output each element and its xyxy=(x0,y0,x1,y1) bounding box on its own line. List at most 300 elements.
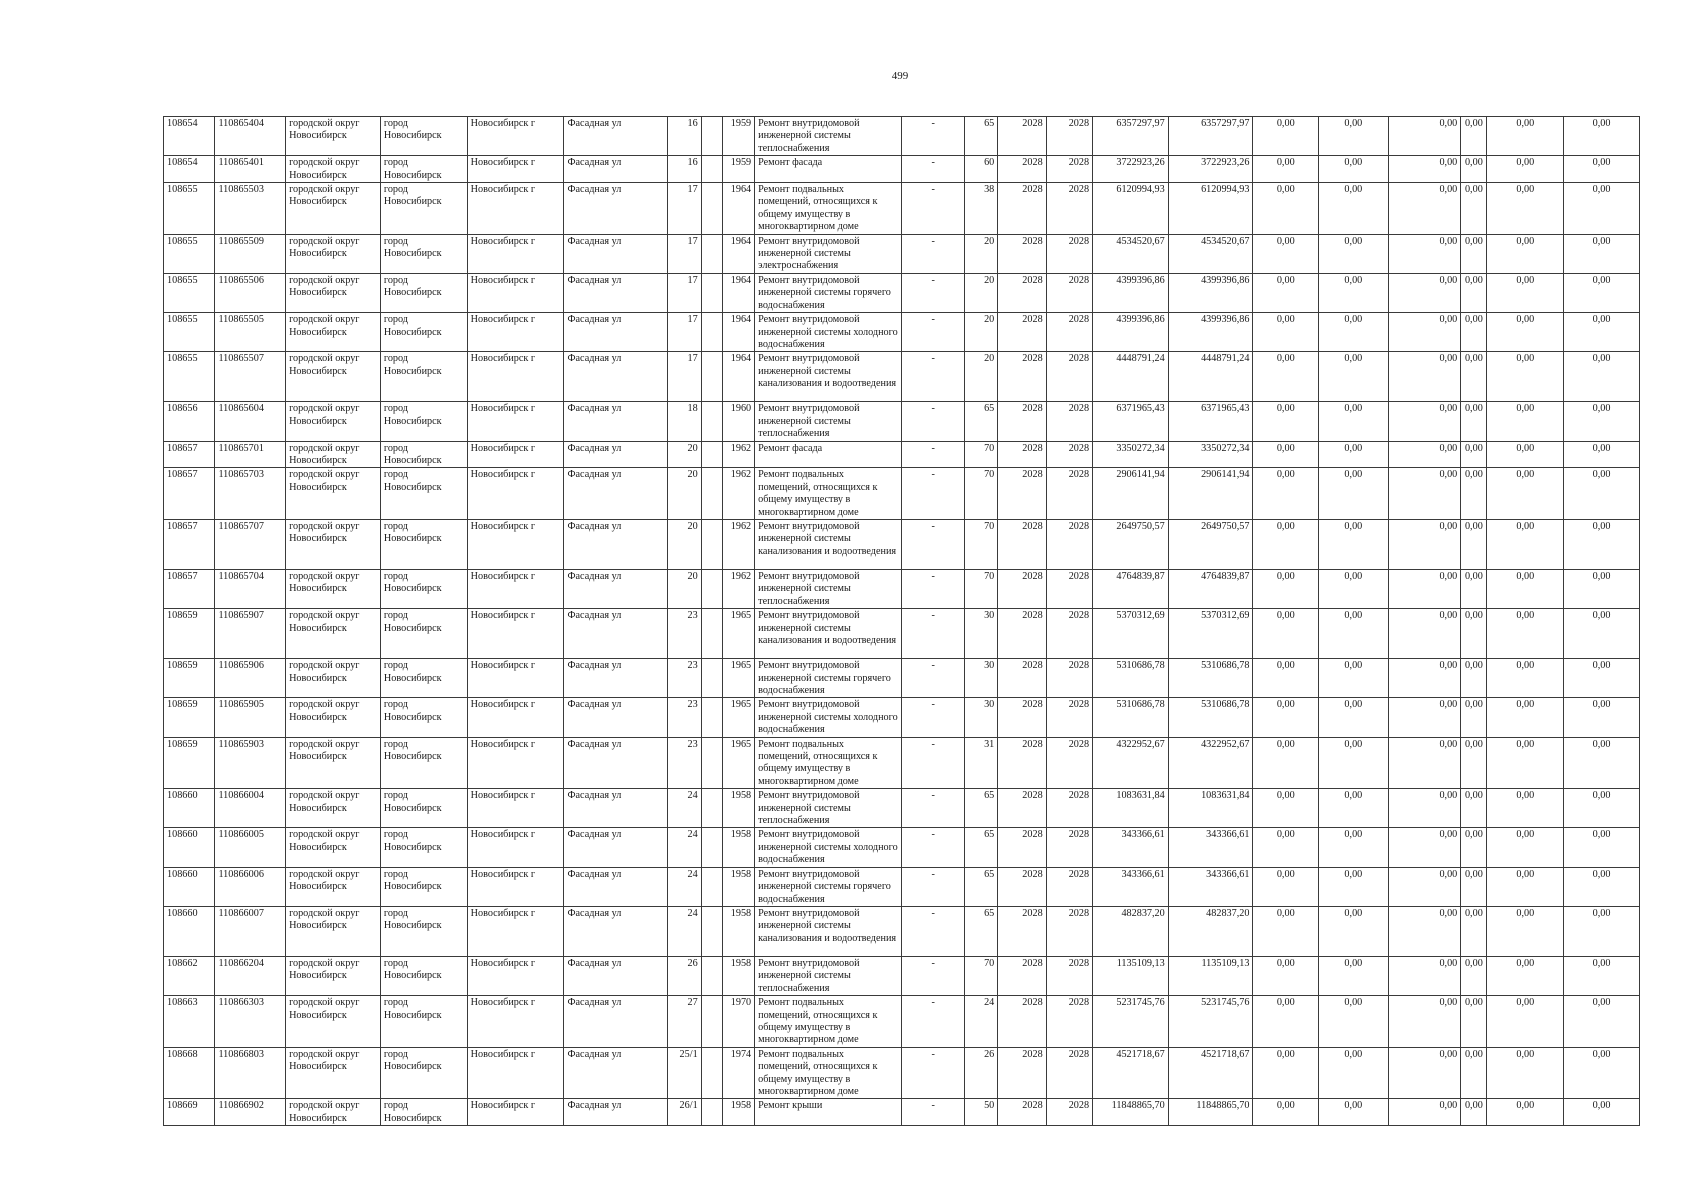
cell-municipality: городской округ Новосибирск xyxy=(286,956,381,995)
cell-v1: 0,00 xyxy=(1253,1099,1319,1126)
cell-v3: 0,00 xyxy=(1388,698,1461,737)
cell-id: 108660 xyxy=(164,789,215,828)
cell-municipality: городской округ Новосибирск xyxy=(286,117,381,156)
cell-house: 26/1 xyxy=(668,1099,701,1126)
cell-id: 108655 xyxy=(164,352,215,402)
cell-v1: 0,00 xyxy=(1253,402,1319,441)
cell-street: Фасадная ул xyxy=(564,313,668,352)
table-row xyxy=(164,828,1640,867)
cell-y1: 2028 xyxy=(998,402,1046,441)
cell-v2: 0,00 xyxy=(1319,737,1389,789)
cell-id: 108657 xyxy=(164,468,215,520)
cell-v1: 0,00 xyxy=(1253,569,1319,608)
cell-city: Новосибирск г xyxy=(467,273,564,312)
cell-city: Новосибирск г xyxy=(467,519,564,569)
cell-v4: 0,00 xyxy=(1461,737,1487,789)
cell-settlement: город Новосибирск xyxy=(380,609,467,659)
cell-v1: 0,00 xyxy=(1253,519,1319,569)
cell-year: 1974 xyxy=(722,1047,754,1099)
cell-sum2: 4534520,67 xyxy=(1168,234,1253,273)
cell-pct: 20 xyxy=(964,352,997,402)
cell-street: Фасадная ул xyxy=(564,156,668,183)
cell-sum2: 6371965,43 xyxy=(1168,402,1253,441)
cell-dash: - xyxy=(902,789,965,828)
cell-id: 108669 xyxy=(164,1099,215,1126)
cell-settlement: город Новосибирск xyxy=(380,183,467,235)
cell-v1: 0,00 xyxy=(1253,1047,1319,1099)
cell-v6: 0,00 xyxy=(1564,789,1640,828)
cell-v2: 0,00 xyxy=(1319,1099,1389,1126)
cell-city: Новосибирск г xyxy=(467,183,564,235)
cell-y1: 2028 xyxy=(998,468,1046,520)
cell-blank xyxy=(701,468,722,520)
cell-v5: 0,00 xyxy=(1487,609,1564,659)
table-row xyxy=(164,273,1640,312)
cell-y2: 2028 xyxy=(1046,441,1092,468)
cell-id: 108656 xyxy=(164,402,215,441)
table-row xyxy=(164,867,1640,906)
cell-settlement: город Новосибирск xyxy=(380,402,467,441)
cell-sum1: 4448791,24 xyxy=(1093,352,1169,402)
cell-v1: 0,00 xyxy=(1253,156,1319,183)
cell-sum1: 343366,61 xyxy=(1093,828,1169,867)
cell-sum2: 5231745,76 xyxy=(1168,996,1253,1048)
cell-year: 1964 xyxy=(722,234,754,273)
cell-v3: 0,00 xyxy=(1388,234,1461,273)
cell-settlement: город Новосибирск xyxy=(380,117,467,156)
cell-blank xyxy=(701,828,722,867)
cell-work: Ремонт внутридомовой инженерной системы холодного водоснабжения xyxy=(755,698,902,737)
cell-year: 1962 xyxy=(722,569,754,608)
cell-y2: 2028 xyxy=(1046,352,1092,402)
cell-house: 23 xyxy=(668,698,701,737)
cell-house: 25/1 xyxy=(668,1047,701,1099)
cell-v4: 0,00 xyxy=(1461,273,1487,312)
cell-municipality: городской округ Новосибирск xyxy=(286,659,381,698)
cell-settlement: город Новосибирск xyxy=(380,313,467,352)
cell-code: 110866004 xyxy=(215,789,286,828)
cell-year: 1964 xyxy=(722,313,754,352)
cell-v1: 0,00 xyxy=(1253,313,1319,352)
cell-house: 20 xyxy=(668,569,701,608)
cell-blank xyxy=(701,737,722,789)
cell-sum1: 2649750,57 xyxy=(1093,519,1169,569)
cell-work: Ремонт внутридомовой инженерной системы горячего водоснабжения xyxy=(755,867,902,906)
cell-y2: 2028 xyxy=(1046,156,1092,183)
cell-municipality: городской округ Новосибирск xyxy=(286,569,381,608)
cell-code: 110865604 xyxy=(215,402,286,441)
cell-v2: 0,00 xyxy=(1319,441,1389,468)
cell-sum1: 5310686,78 xyxy=(1093,698,1169,737)
cell-v3: 0,00 xyxy=(1388,117,1461,156)
cell-v3: 0,00 xyxy=(1388,402,1461,441)
cell-sum2: 3350272,34 xyxy=(1168,441,1253,468)
cell-year: 1958 xyxy=(722,956,754,995)
cell-y2: 2028 xyxy=(1046,1099,1092,1126)
cell-year: 1964 xyxy=(722,183,754,235)
cell-work: Ремонт подвальных помещений, относящихся к общему имуществу в многоквартирном доме xyxy=(755,737,902,789)
cell-blank xyxy=(701,609,722,659)
cell-sum1: 343366,61 xyxy=(1093,867,1169,906)
cell-year: 1958 xyxy=(722,867,754,906)
cell-code: 110865907 xyxy=(215,609,286,659)
cell-code: 110865701 xyxy=(215,441,286,468)
table-row xyxy=(164,234,1640,273)
cell-v3: 0,00 xyxy=(1388,519,1461,569)
cell-y1: 2028 xyxy=(998,313,1046,352)
cell-dash: - xyxy=(902,468,965,520)
cell-street: Фасадная ул xyxy=(564,609,668,659)
cell-work: Ремонт внутридомовой инженерной системы теплоснабжения xyxy=(755,956,902,995)
cell-y2: 2028 xyxy=(1046,956,1092,995)
cell-house: 24 xyxy=(668,906,701,956)
cell-pct: 65 xyxy=(964,828,997,867)
cell-street: Фасадная ул xyxy=(564,867,668,906)
cell-y2: 2028 xyxy=(1046,183,1092,235)
cell-municipality: городской округ Новосибирск xyxy=(286,996,381,1048)
cell-v6: 0,00 xyxy=(1564,996,1640,1048)
cell-blank xyxy=(701,156,722,183)
cell-house: 17 xyxy=(668,273,701,312)
cell-sum1: 5231745,76 xyxy=(1093,996,1169,1048)
cell-pct: 70 xyxy=(964,468,997,520)
cell-id: 108659 xyxy=(164,737,215,789)
cell-y2: 2028 xyxy=(1046,519,1092,569)
cell-id: 108660 xyxy=(164,867,215,906)
cell-v2: 0,00 xyxy=(1319,468,1389,520)
cell-blank xyxy=(701,519,722,569)
cell-house: 26 xyxy=(668,956,701,995)
cell-y1: 2028 xyxy=(998,867,1046,906)
cell-v2: 0,00 xyxy=(1319,828,1389,867)
cell-v2: 0,00 xyxy=(1319,569,1389,608)
cell-pct: 20 xyxy=(964,234,997,273)
cell-street: Фасадная ул xyxy=(564,441,668,468)
cell-year: 1958 xyxy=(722,906,754,956)
cell-year: 1962 xyxy=(722,519,754,569)
table-row xyxy=(164,737,1640,789)
cell-v4: 0,00 xyxy=(1461,867,1487,906)
cell-y1: 2028 xyxy=(998,698,1046,737)
cell-y2: 2028 xyxy=(1046,828,1092,867)
cell-sum2: 4521718,67 xyxy=(1168,1047,1253,1099)
cell-settlement: город Новосибирск xyxy=(380,828,467,867)
cell-sum2: 4322952,67 xyxy=(1168,737,1253,789)
cell-city: Новосибирск г xyxy=(467,789,564,828)
cell-municipality: городской округ Новосибирск xyxy=(286,352,381,402)
cell-v6: 0,00 xyxy=(1564,906,1640,956)
cell-house: 17 xyxy=(668,183,701,235)
cell-dash: - xyxy=(902,956,965,995)
cell-city: Новосибирск г xyxy=(467,996,564,1048)
cell-blank xyxy=(701,906,722,956)
cell-sum1: 1135109,13 xyxy=(1093,956,1169,995)
cell-y2: 2028 xyxy=(1046,313,1092,352)
cell-city: Новосибирск г xyxy=(467,737,564,789)
table-row xyxy=(164,352,1640,402)
cell-sum1: 5370312,69 xyxy=(1093,609,1169,659)
cell-v4: 0,00 xyxy=(1461,1047,1487,1099)
cell-blank xyxy=(701,1099,722,1126)
cell-settlement: город Новосибирск xyxy=(380,1099,467,1126)
cell-id: 108660 xyxy=(164,906,215,956)
cell-sum1: 6357297,97 xyxy=(1093,117,1169,156)
cell-v5: 0,00 xyxy=(1487,156,1564,183)
cell-v5: 0,00 xyxy=(1487,468,1564,520)
cell-code: 110865404 xyxy=(215,117,286,156)
cell-dash: - xyxy=(902,737,965,789)
cell-sum2: 1083631,84 xyxy=(1168,789,1253,828)
cell-v1: 0,00 xyxy=(1253,117,1319,156)
cell-settlement: город Новосибирск xyxy=(380,906,467,956)
cell-year: 1958 xyxy=(722,1099,754,1126)
cell-sum1: 4764839,87 xyxy=(1093,569,1169,608)
cell-y2: 2028 xyxy=(1046,273,1092,312)
cell-sum1: 4399396,86 xyxy=(1093,273,1169,312)
cell-v1: 0,00 xyxy=(1253,352,1319,402)
cell-v3: 0,00 xyxy=(1388,183,1461,235)
cell-v6: 0,00 xyxy=(1564,183,1640,235)
cell-blank xyxy=(701,352,722,402)
cell-v6: 0,00 xyxy=(1564,402,1640,441)
cell-pct: 70 xyxy=(964,441,997,468)
cell-v6: 0,00 xyxy=(1564,117,1640,156)
cell-y1: 2028 xyxy=(998,273,1046,312)
cell-pct: 70 xyxy=(964,569,997,608)
cell-house: 23 xyxy=(668,609,701,659)
cell-y2: 2028 xyxy=(1046,569,1092,608)
cell-sum2: 5310686,78 xyxy=(1168,698,1253,737)
cell-sum2: 5310686,78 xyxy=(1168,659,1253,698)
cell-dash: - xyxy=(902,996,965,1048)
cell-v5: 0,00 xyxy=(1487,183,1564,235)
cell-v5: 0,00 xyxy=(1487,1047,1564,1099)
cell-y2: 2028 xyxy=(1046,117,1092,156)
cell-pct: 60 xyxy=(964,156,997,183)
cell-v3: 0,00 xyxy=(1388,996,1461,1048)
table-row xyxy=(164,1099,1640,1126)
cell-work: Ремонт внутридомовой инженерной системы канализования и водоотведения xyxy=(755,519,902,569)
cell-v4: 0,00 xyxy=(1461,609,1487,659)
cell-y1: 2028 xyxy=(998,828,1046,867)
cell-v1: 0,00 xyxy=(1253,956,1319,995)
cell-pct: 20 xyxy=(964,273,997,312)
cell-id: 108657 xyxy=(164,569,215,608)
cell-sum1: 482837,20 xyxy=(1093,906,1169,956)
cell-dash: - xyxy=(902,1099,965,1126)
cell-v1: 0,00 xyxy=(1253,828,1319,867)
cell-v6: 0,00 xyxy=(1564,1047,1640,1099)
cell-blank xyxy=(701,273,722,312)
cell-work: Ремонт внутридомовой инженерной системы холодного водоснабжения xyxy=(755,828,902,867)
cell-dash: - xyxy=(902,906,965,956)
cell-blank xyxy=(701,996,722,1048)
cell-v3: 0,00 xyxy=(1388,906,1461,956)
cell-v5: 0,00 xyxy=(1487,313,1564,352)
cell-pct: 70 xyxy=(964,519,997,569)
table-row xyxy=(164,313,1640,352)
cell-v5: 0,00 xyxy=(1487,996,1564,1048)
cell-city: Новосибирск г xyxy=(467,867,564,906)
table-row xyxy=(164,402,1640,441)
cell-municipality: городской округ Новосибирск xyxy=(286,609,381,659)
cell-sum2: 3722923,26 xyxy=(1168,156,1253,183)
cell-y2: 2028 xyxy=(1046,234,1092,273)
cell-v5: 0,00 xyxy=(1487,1099,1564,1126)
cell-code: 110865707 xyxy=(215,519,286,569)
cell-street: Фасадная ул xyxy=(564,402,668,441)
cell-v2: 0,00 xyxy=(1319,402,1389,441)
cell-city: Новосибирск г xyxy=(467,1047,564,1099)
cell-street: Фасадная ул xyxy=(564,737,668,789)
cell-v3: 0,00 xyxy=(1388,1047,1461,1099)
cell-v5: 0,00 xyxy=(1487,234,1564,273)
cell-code: 110865505 xyxy=(215,313,286,352)
cell-code: 110866005 xyxy=(215,828,286,867)
cell-municipality: городской округ Новосибирск xyxy=(286,519,381,569)
cell-code: 110865506 xyxy=(215,273,286,312)
cell-v6: 0,00 xyxy=(1564,1099,1640,1126)
cell-y2: 2028 xyxy=(1046,468,1092,520)
cell-id: 108659 xyxy=(164,609,215,659)
cell-municipality: городской округ Новосибирск xyxy=(286,1099,381,1126)
cell-work: Ремонт внутридомовой инженерной системы канализования и водоотведения xyxy=(755,609,902,659)
cell-sum2: 4448791,24 xyxy=(1168,352,1253,402)
cell-v6: 0,00 xyxy=(1564,519,1640,569)
cell-v2: 0,00 xyxy=(1319,1047,1389,1099)
cell-v3: 0,00 xyxy=(1388,441,1461,468)
cell-y2: 2028 xyxy=(1046,996,1092,1048)
cell-v4: 0,00 xyxy=(1461,956,1487,995)
page-number: 499 xyxy=(891,70,909,82)
cell-work: Ремонт внутридомовой инженерной системы теплоснабжения xyxy=(755,569,902,608)
cell-settlement: город Новосибирск xyxy=(380,441,467,468)
cell-v4: 0,00 xyxy=(1461,659,1487,698)
cell-house: 24 xyxy=(668,828,701,867)
cell-settlement: город Новосибирск xyxy=(380,996,467,1048)
cell-dash: - xyxy=(902,828,965,867)
cell-street: Фасадная ул xyxy=(564,828,668,867)
cell-year: 1962 xyxy=(722,441,754,468)
table-row xyxy=(164,569,1640,608)
cell-id: 108668 xyxy=(164,1047,215,1099)
cell-municipality: городской округ Новосибирск xyxy=(286,402,381,441)
cell-pct: 50 xyxy=(964,1099,997,1126)
cell-pct: 26 xyxy=(964,1047,997,1099)
cell-v2: 0,00 xyxy=(1319,867,1389,906)
cell-municipality: городской округ Новосибирск xyxy=(286,273,381,312)
cell-y2: 2028 xyxy=(1046,698,1092,737)
cell-v3: 0,00 xyxy=(1388,468,1461,520)
cell-city: Новосибирск г xyxy=(467,313,564,352)
cell-v5: 0,00 xyxy=(1487,659,1564,698)
cell-y1: 2028 xyxy=(998,609,1046,659)
cell-y2: 2028 xyxy=(1046,789,1092,828)
cell-code: 110865509 xyxy=(215,234,286,273)
table-body xyxy=(164,117,1640,1126)
cell-sum2: 4399396,86 xyxy=(1168,313,1253,352)
cell-v3: 0,00 xyxy=(1388,609,1461,659)
cell-id: 108659 xyxy=(164,698,215,737)
cell-code: 110866007 xyxy=(215,906,286,956)
cell-dash: - xyxy=(902,183,965,235)
cell-v6: 0,00 xyxy=(1564,956,1640,995)
cell-v1: 0,00 xyxy=(1253,906,1319,956)
cell-v4: 0,00 xyxy=(1461,183,1487,235)
cell-city: Новосибирск г xyxy=(467,117,564,156)
cell-sum1: 1083631,84 xyxy=(1093,789,1169,828)
cell-house: 16 xyxy=(668,117,701,156)
table-row xyxy=(164,609,1640,659)
table-row xyxy=(164,1047,1640,1099)
cell-dash: - xyxy=(902,273,965,312)
cell-v4: 0,00 xyxy=(1461,569,1487,608)
cell-city: Новосибирск г xyxy=(467,569,564,608)
table-row xyxy=(164,117,1640,156)
cell-y1: 2028 xyxy=(998,352,1046,402)
cell-code: 110866902 xyxy=(215,1099,286,1126)
cell-street: Фасадная ул xyxy=(564,659,668,698)
cell-settlement: город Новосибирск xyxy=(380,234,467,273)
cell-v6: 0,00 xyxy=(1564,352,1640,402)
cell-work: Ремонт подвальных помещений, относящихся к общему имуществу в многоквартирном доме xyxy=(755,183,902,235)
cell-y1: 2028 xyxy=(998,906,1046,956)
cell-pct: 65 xyxy=(964,789,997,828)
cell-v6: 0,00 xyxy=(1564,441,1640,468)
cell-blank xyxy=(701,183,722,235)
table-row xyxy=(164,906,1640,956)
table-row xyxy=(164,519,1640,569)
cell-v5: 0,00 xyxy=(1487,737,1564,789)
cell-street: Фасадная ул xyxy=(564,906,668,956)
cell-dash: - xyxy=(902,867,965,906)
cell-street: Фасадная ул xyxy=(564,273,668,312)
cell-v4: 0,00 xyxy=(1461,441,1487,468)
cell-dash: - xyxy=(902,313,965,352)
cell-v2: 0,00 xyxy=(1319,313,1389,352)
cell-work: Ремонт внутридомовой инженерной системы канализования и водоотведения xyxy=(755,906,902,956)
cell-v2: 0,00 xyxy=(1319,789,1389,828)
cell-city: Новосибирск г xyxy=(467,234,564,273)
cell-code: 110865507 xyxy=(215,352,286,402)
cell-v5: 0,00 xyxy=(1487,569,1564,608)
repair-program-table xyxy=(163,116,1640,1126)
cell-work: Ремонт внутридомовой инженерной системы теплоснабжения xyxy=(755,402,902,441)
cell-municipality: городской округ Новосибирск xyxy=(286,313,381,352)
cell-pct: 65 xyxy=(964,117,997,156)
cell-municipality: городской округ Новосибирск xyxy=(286,906,381,956)
cell-settlement: город Новосибирск xyxy=(380,956,467,995)
cell-street: Фасадная ул xyxy=(564,569,668,608)
cell-id: 108654 xyxy=(164,117,215,156)
cell-blank xyxy=(701,698,722,737)
cell-city: Новосибирск г xyxy=(467,698,564,737)
cell-dash: - xyxy=(902,519,965,569)
cell-pct: 31 xyxy=(964,737,997,789)
cell-settlement: город Новосибирск xyxy=(380,789,467,828)
cell-pct: 70 xyxy=(964,956,997,995)
cell-city: Новосибирск г xyxy=(467,402,564,441)
cell-settlement: город Новосибирск xyxy=(380,156,467,183)
cell-v4: 0,00 xyxy=(1461,698,1487,737)
cell-code: 110865503 xyxy=(215,183,286,235)
cell-dash: - xyxy=(902,698,965,737)
cell-settlement: город Новосибирск xyxy=(380,569,467,608)
cell-v5: 0,00 xyxy=(1487,828,1564,867)
cell-street: Фасадная ул xyxy=(564,519,668,569)
cell-v3: 0,00 xyxy=(1388,313,1461,352)
cell-sum2: 343366,61 xyxy=(1168,867,1253,906)
